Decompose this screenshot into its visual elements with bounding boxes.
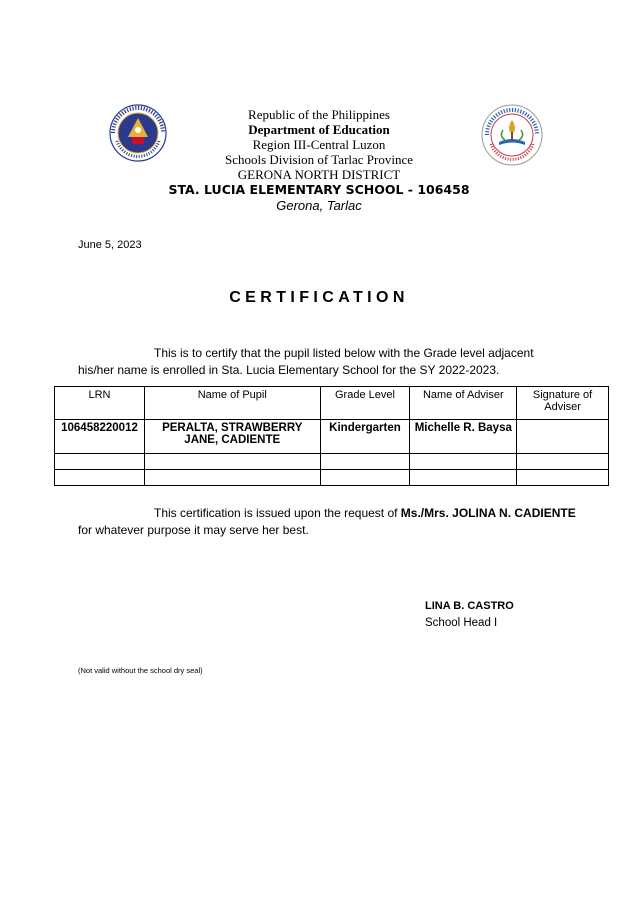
col-header-lrn: LRN [55,387,145,420]
table-header-row [55,387,609,420]
col-header-pupil-name: Name of Pupil [144,387,320,420]
cell-empty [144,454,320,470]
cell-empty [517,454,609,470]
intro-line-2: his/her name is enrolled in Sta. Lucia Elementary School for the SY 2022-2023. [78,363,500,377]
cell-empty [320,470,410,486]
cell-grade-level: Kindergarten [320,420,410,454]
table-row [55,420,609,454]
cell-lrn: 106458220012 [55,420,145,454]
school-name: STA. LUCIA ELEMENTARY SCHOOL - 106458 [168,182,470,197]
cell-empty [320,454,410,470]
cell-adviser: Michelle R. Baysa [410,420,517,454]
header-region: Region III-Central Luzon [252,137,386,152]
cell-empty [517,470,609,486]
document-title: CERTIFICATION [229,289,409,306]
letterhead [0,107,638,214]
pupil-table [54,386,609,486]
signatory-name: LINA B. CASTRO [425,600,514,612]
table-row-empty [55,454,609,470]
cell-empty [410,470,517,486]
header-republic: Republic of the Philippines [248,107,390,122]
request-prefix: This certification is issued upon the request of [154,506,401,520]
col-header-grade-level: Grade Level [320,387,410,420]
col-header-signature: Signature of Adviser [517,387,609,420]
request-statement [78,505,578,539]
header-department: Department of Education [248,122,390,137]
document-date: June 5, 2023 [78,239,142,251]
cell-pupil-name: PERALTA, STRAWBERRY JANE, CADIENTE [144,420,320,454]
col-header-adviser: Name of Adviser [410,387,517,420]
header-division: Schools Division of Tarlac Province [224,152,414,167]
header-district: GERONA NORTH DISTRICT [237,167,401,182]
table-row-empty [55,470,609,486]
school-town: Gerona, Tarlac [276,198,362,213]
cell-empty [410,454,517,470]
requester-name: Ms./Mrs. JOLINA N. CADIENTE [400,506,576,520]
cell-empty [55,454,145,470]
validity-footnote: (Not valid without the school dry seal) [78,666,203,675]
cell-signature [517,420,609,454]
cell-empty [55,470,145,486]
cell-empty [144,470,320,486]
intro-line-1: This is to certify that the pupil listed below with the Grade level adjacent [154,346,534,360]
request-line-2: for whatever purpose it may serve her best. [78,523,309,537]
certification-intro [78,345,578,379]
signatory-position: School Head I [425,617,498,629]
